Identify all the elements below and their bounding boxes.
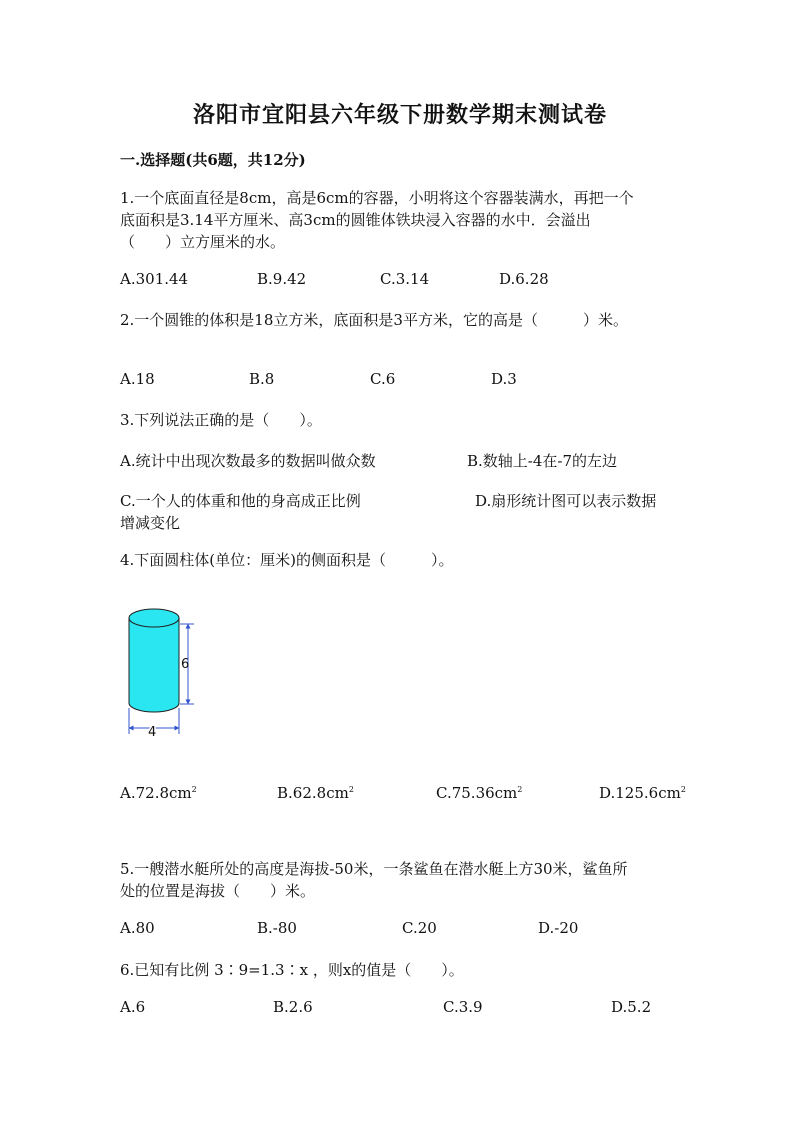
cylinder-figure [118, 596, 208, 746]
q5-option-b: B.-80 [257, 919, 297, 937]
q1-option-d: D.6.28 [499, 270, 549, 288]
cylinder-body [129, 618, 179, 712]
q3-option-a: A.统计中出现次数最多的数据叫做众数 [120, 452, 376, 470]
question-1-line-2: 底面积是3.14平方厘米、高3cm的圆锥体铁块浸入容器的水中．会溢出 [120, 211, 591, 229]
question-3-line-1: 3.下列说法正确的是（ ）。 [120, 411, 322, 429]
q2-option-d: D.3 [491, 370, 517, 388]
q2-option-b: B.8 [249, 370, 275, 388]
q5-option-d: D.-20 [538, 919, 579, 937]
q1-option-c: C.3.14 [380, 270, 430, 288]
q1-option-a: A.301.44 [120, 270, 189, 288]
q6-option-a: A.6 [120, 998, 146, 1016]
question-2-line-1: 2.一个圆锥的体积是18立方米，底面积是3平方米，它的高是（ ）米。 [120, 311, 628, 329]
q3-option-c: C.一个人的体重和他的身高成正比例 [120, 492, 361, 510]
q1-option-b: B.9.42 [257, 270, 307, 288]
question-1-line-1: 1.一个底面直径是8cm，高是6cm的容器，小明将这个容器装满水，再把一个 [120, 189, 634, 207]
q4-option-b: $B.62.8cm^2$ [277, 784, 354, 802]
question-6-line-1: 6.已知有比例 3∶9=1.3∶x ，则x的值是（ ）。 [120, 961, 464, 979]
q5-option-a: A.80 [120, 919, 155, 937]
question-5-line-1: 5.一艘潜水艇所处的高度是海拔-50米，一条鲨鱼在潜水艇上方30米，鲨鱼所 [120, 860, 628, 878]
q6-option-d: D.5.2 [611, 998, 652, 1016]
q3-option-b: B.数轴上-4在-7的左边 [467, 452, 618, 470]
q4-option-d: $D.125.6cm^2$ [599, 784, 686, 802]
cylinder-top [129, 609, 179, 627]
q3-option-d-continued: 增减变化 [120, 514, 181, 532]
q5-option-c: C.20 [402, 919, 437, 937]
question-5-line-2: 处的位置是海拔（ ）米。 [120, 882, 316, 900]
q3-option-d: D.扇形统计图可以表示数据 [475, 492, 657, 510]
question-1-line-3: （ ）立方厘米的水。 [120, 233, 286, 251]
diameter-label: 4 [148, 725, 157, 740]
q6-option-c: C.3.9 [443, 998, 483, 1016]
q4-option-c: $C.75.36cm^2$ [436, 784, 523, 802]
q2-option-a: A.18 [120, 370, 155, 388]
page-title: 洛阳市宜阳县六年级下册数学期末测试卷 [192, 102, 607, 128]
height-label: 6 [181, 657, 190, 672]
question-4-line-1: 4.下面圆柱体(单位：厘米)的侧面积是（ ）。 [120, 551, 454, 569]
q4-option-a: $A.72.8cm^2$ [120, 784, 197, 802]
q6-option-b: B.2.6 [273, 998, 313, 1016]
q2-option-c: C.6 [370, 370, 396, 388]
section-heading: 一.选择题(共6题，共12分) [120, 151, 306, 169]
